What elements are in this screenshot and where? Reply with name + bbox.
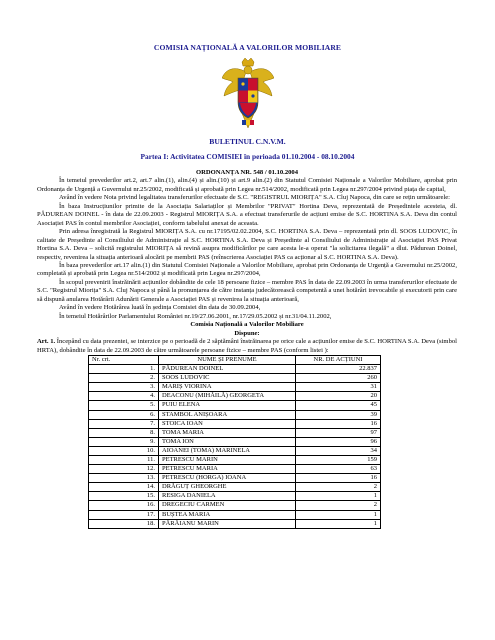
share-count: 96 xyxy=(296,437,381,446)
person-name: PETRESCU MARIA xyxy=(159,465,296,474)
person-name: STOICA IOAN xyxy=(159,419,296,428)
share-count: 20 xyxy=(296,392,381,401)
table-row xyxy=(89,519,381,528)
row-number: 7. xyxy=(89,419,159,428)
person-name: RESIGA DANIELA xyxy=(159,492,296,501)
table-row xyxy=(89,365,381,374)
paragraph: Având în vedere Nota privind legalitatea transferurilor efectuate de S.C. "REGISTRUL MIORIȚA" S.A. Cluj Napoca, din care se rețin următoarele: xyxy=(59,194,450,202)
table-row xyxy=(89,465,381,474)
paragraph: În baza Instrucțiunilor primite de la Asociația Salariaților și Membrilor "PRIVAT" Hortina Deva, reprezentată de Președintele acesteia, dl. PĂDUREAN DOINEL - în data de 22.09.2003 - Registrul MIORIȚA S.A. a efectuat transferurile de acțiuni emise de S.C. HORTINA S.A. Deva din contul Asociației PAS în contul membrilor Asociației, conform tabelului anexat de aceasta. xyxy=(37,202,457,227)
person-name: DEACONU (MIHĂILĂ) GEORGETA xyxy=(159,392,296,401)
row-number: 17. xyxy=(89,510,159,519)
order-title: ORDONANȚA NR. 548 / 01.10.2004 xyxy=(195,169,299,176)
row-number: 12. xyxy=(89,465,159,474)
person-name: PĂDUREAN DOINEL xyxy=(159,365,296,374)
person-name: PUIU ELENA xyxy=(159,401,296,410)
row-number: 13. xyxy=(89,474,159,483)
row-number: 16. xyxy=(89,501,159,510)
share-count: 2 xyxy=(296,483,381,492)
table-row xyxy=(89,510,381,519)
share-count: 16 xyxy=(296,419,381,428)
paragraph: În temeiul Hotărârilor Parlamentului României nr.19/27.06.2001, nr.17/29.05.2002 și nr.31/04.11.2002, xyxy=(59,312,332,320)
share-count: 1 xyxy=(296,510,381,519)
article-1-label: Art. 1. xyxy=(37,338,56,346)
row-number: 10. xyxy=(89,446,159,455)
row-number: 8. xyxy=(89,428,159,437)
person-name: BUȘTEA MARIA xyxy=(159,510,296,519)
paragraph: În baza prevederilor art.17 alin.(1) din Statutul Comisiei Naționale a Valorilor Mobiliare, aprobat prin Ordonanța de Urgență a Guvernului nr.25/2002, completată și aprobată prin Legea nr.514/2002 și modificată prin Legea nr.297/2004, xyxy=(37,261,457,278)
person-name: DRĂGUȚ GHEORGHE xyxy=(159,483,296,492)
share-count: 1 xyxy=(296,492,381,501)
paragraph: În scopul prevenirii înstrăinării acțiunilor dobândite de cele 18 persoane fizice – membre PAS în data de 22.09.2003 în urma transferurilor efectuate de S.C. "Registrul Miorița" S.A. Cluj Napoca și până la pronunțarea de către instanța judecătorească competentă a unei hotărâri irevocabile și executorii prin care să dispună anularea Hotărârii Adunării Generale a Asociației PAS și revenirea la situația anterioară, xyxy=(37,278,457,303)
share-count: 159 xyxy=(296,456,381,465)
person-name: AIOANEI (TOMA) MARINELA xyxy=(159,446,296,455)
row-number: 3. xyxy=(89,383,159,392)
commission-name: Comisia Națională a Valorilor Mobiliare xyxy=(190,321,304,329)
share-count: 45 xyxy=(296,401,381,410)
table-row xyxy=(89,410,381,419)
share-count: 16 xyxy=(296,474,381,483)
person-name: PETRESCU (HORGA) IOANA xyxy=(159,474,296,483)
row-number: 11. xyxy=(89,456,159,465)
table-row xyxy=(89,437,381,446)
commission-title: COMISIA NAȚIONALĂ A VALORILOR MOBILIARE xyxy=(153,43,342,52)
dispune-heading: Dispune: xyxy=(234,329,260,337)
table-row xyxy=(89,392,381,401)
table-row xyxy=(89,483,381,492)
table-row xyxy=(89,456,381,465)
table-row xyxy=(89,501,381,510)
row-number: 14. xyxy=(89,483,159,492)
person-name: PĂRĂIANU MARIN xyxy=(159,519,296,528)
document-body xyxy=(37,169,457,529)
row-number: 18. xyxy=(89,519,159,528)
person-name: PETRESCU MARIN xyxy=(159,456,296,465)
person-name: DREGECIU CARMEN xyxy=(159,501,296,510)
share-count: 260 xyxy=(296,374,381,383)
table-header-row xyxy=(89,355,381,364)
row-number: 5. xyxy=(89,401,159,410)
shareholders-table xyxy=(88,355,381,529)
table-row xyxy=(89,383,381,392)
romanian-coat-of-arms-icon xyxy=(222,58,274,132)
bulletin-part-heading: Partea I: Activitatea COMISIEI în perioada 01.10.2004 - 08.10.2004 xyxy=(140,152,355,161)
row-number: 9. xyxy=(89,437,159,446)
share-count: 34 xyxy=(296,446,381,455)
paragraph: Având în vedere Hotărârea luată în ședința Comisiei din data de 30.09.2004, xyxy=(59,304,261,312)
person-name: MARIȘ VIORINA xyxy=(159,383,296,392)
person-name: SOOS LUDOVIC xyxy=(159,374,296,383)
paragraph: În temeiul prevederilor art.2, art.7 alin.(1), alin.(4) și alin.(10) și art.9 alin.(2) din Statutul Comisiei Naționale a Valorilor Mobiliare, aprobat prin Ordonanța de Urgență a Guvernului nr.25/2002, modificată și aprobată prin Legea nr.514/2002, modificată prin Legea nr.297/2004 privind piața de capital, xyxy=(37,177,457,193)
column-header-nr: Nr. crt. xyxy=(89,355,159,364)
column-header-name: NUME ȘI PRENUME xyxy=(159,355,296,364)
table-row xyxy=(89,492,381,501)
row-number: 6. xyxy=(89,410,159,419)
bulletin-title: BULETINUL C.N.V.M. xyxy=(209,137,286,146)
share-count: 31 xyxy=(296,383,381,392)
share-count: 63 xyxy=(296,465,381,474)
share-count: 97 xyxy=(296,428,381,437)
share-count: 22.837 xyxy=(296,365,381,374)
share-count: 1 xyxy=(296,519,381,528)
table-row xyxy=(89,428,381,437)
share-count: 39 xyxy=(296,410,381,419)
article-1 xyxy=(37,338,457,355)
table-row xyxy=(89,374,381,383)
person-name: TOMA MARIA xyxy=(159,428,296,437)
article-1-text: Începând cu data prezentei, se interzice pe o perioadă de 2 săptămâni înstrăinarea pe orice cale a acțiunilor emise de S.C. HORTINA S.A. Deva (simbol HRTA), dobândite în data de 22.09.2003 de către următoarele persoane fizice – membre PAS (conform listei ): xyxy=(37,338,457,354)
table-row xyxy=(89,474,381,483)
table-row xyxy=(89,446,381,455)
column-header-shares: NR. DE ACȚIUNI xyxy=(296,355,381,364)
paragraph: Prin adresa înregistrată la Registrul MIORIȚA S.A. cu nr.17195/02.02.2004, S.C. HORTINA S.A. Deva – reprezentată prin dl. SOOS LUDOVIC, în calitate de Președinte al Consiliului de Administrație al S.C. HORTINA S.A. Deva și Președinte al Consiliului de Administrație al Asociației PAS Privat Hortina S.A. Deva – solicită registrului MIORIȚA să revină asupra modificărilor pe care acesta le-a operat "la solicitarea ilegală" a dlui. Pădurean Doinel, respectiv, revenirea la situația anterioară alocării pe membrii PAS (reînscrierea Asociației PAS ca acționar al S.C. HORTINA S.A. Deva). xyxy=(37,228,457,261)
row-number: 15. xyxy=(89,492,159,501)
table-row xyxy=(89,419,381,428)
row-number: 2. xyxy=(89,374,159,383)
row-number: 1. xyxy=(89,365,159,374)
table-row xyxy=(89,401,381,410)
person-name: TOMA ION xyxy=(159,437,296,446)
person-name: STAMBOL ANIȘOARA xyxy=(159,410,296,419)
row-number: 4. xyxy=(89,392,159,401)
share-count: 2 xyxy=(296,501,381,510)
